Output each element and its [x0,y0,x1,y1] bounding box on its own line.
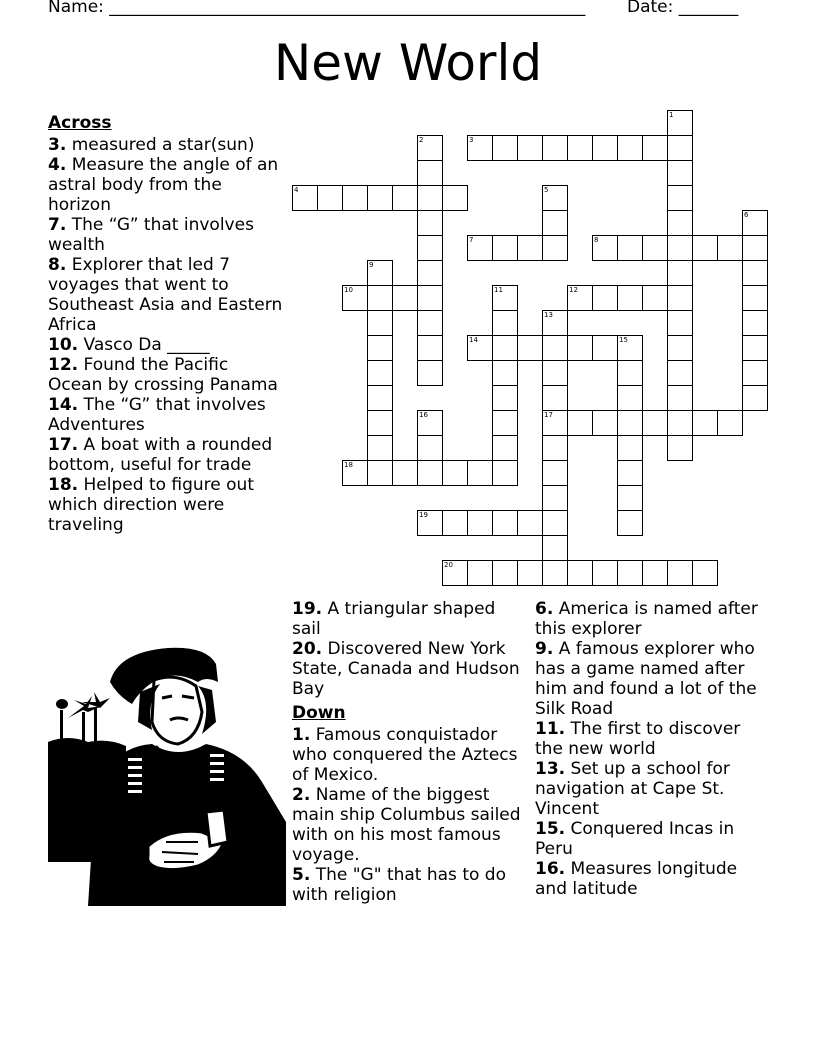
grid-cell[interactable] [492,460,518,486]
clue-number: 12. [48,355,79,375]
clue-item [48,135,286,155]
grid-cell[interactable] [692,410,718,436]
name-field[interactable]: Name: ________________________________________________________ [48,0,586,17]
clue-text: Measure the angle of an astral body from the horizon [48,155,279,215]
grid-cell[interactable] [367,360,393,386]
grid-cell[interactable] [667,335,693,361]
grid-cell[interactable] [742,235,768,261]
cell-number: 3 [469,136,474,144]
grid-cell[interactable] [667,160,693,186]
clue-number: 8. [48,255,67,275]
grid-cell[interactable] [542,135,568,161]
grid-cell[interactable] [367,385,393,411]
grid-cell[interactable] [492,335,518,361]
clue-text: A triangular shaped sail [292,599,496,639]
clue-item [48,435,286,475]
grid-cell[interactable] [542,410,568,436]
clue-text: The first to discover the new world [535,719,741,759]
grid-cell[interactable] [667,435,693,461]
grid-cell[interactable] [417,260,443,286]
cell-number: 15 [619,336,628,344]
grid-cell[interactable] [467,560,493,586]
grid-cell[interactable] [367,435,393,461]
grid-cell[interactable] [417,510,443,536]
clue-text: Name of the biggest main ship Columbus sailed with on his most famous voyage. [292,785,521,865]
cell-number: 6 [744,211,749,219]
grid-cell[interactable] [617,485,643,511]
grid-cell[interactable] [492,235,518,261]
clue-number: 20. [292,639,323,659]
clue-item [48,355,286,395]
grid-cell[interactable] [667,135,693,161]
clue-number: 13. [535,759,566,779]
clues-column-3 [535,599,770,899]
clue-text: A famous explorer who has a game named after him and found a lot of the Silk Road [535,639,757,719]
clue-item [535,859,770,899]
grid-cell[interactable] [417,210,443,236]
grid-cell[interactable] [667,260,693,286]
clue-number: 3. [48,135,67,155]
grid-cell[interactable] [367,260,393,286]
grid-cell[interactable] [292,185,318,211]
grid-cell[interactable] [667,110,693,136]
clue-item [292,599,528,639]
grid-cell[interactable] [617,385,643,411]
grid-cell[interactable] [667,360,693,386]
cell-number: 14 [469,336,478,344]
grid-cell[interactable] [392,285,418,311]
clue-number: 9. [535,639,554,659]
grid-cell[interactable] [467,135,493,161]
clue-number: 6. [535,599,554,619]
grid-cell[interactable] [417,310,443,336]
cell-number: 5 [544,186,549,194]
grid-cell[interactable] [667,285,693,311]
grid-cell[interactable] [492,560,518,586]
cell-number: 13 [544,311,553,319]
clue-item [292,725,528,785]
clue-text: Found the Pacific Ocean by crossing Panama [48,355,278,395]
grid-cell[interactable] [617,285,643,311]
across-clue-list [48,135,286,535]
clue-number: 17. [48,435,79,455]
grid-cell[interactable] [667,410,693,436]
clue-item [48,335,286,355]
grid-cell[interactable] [642,135,668,161]
cell-number: 19 [419,511,428,519]
grid-cell[interactable] [417,460,443,486]
grid-cell[interactable] [392,185,418,211]
grid-cell[interactable] [442,510,468,536]
grid-cell[interactable] [367,310,393,336]
grid-cell[interactable] [592,560,618,586]
grid-cell[interactable] [542,185,568,211]
grid-cell[interactable] [567,335,593,361]
grid-cell[interactable] [467,510,493,536]
grid-cell[interactable] [567,135,593,161]
clue-number: 16. [535,859,566,879]
grid-cell[interactable] [667,210,693,236]
grid-cell[interactable] [517,510,543,536]
grid-cell[interactable] [417,160,443,186]
grid-cell[interactable] [542,535,568,561]
grid-cell[interactable] [592,135,618,161]
grid-cell[interactable] [542,510,568,536]
clue-text: Discovered New York State, Canada and Hudson Bay [292,639,520,699]
grid-cell[interactable] [592,410,618,436]
clue-text: Conquered Incas in Peru [535,819,735,859]
grid-cell[interactable] [667,310,693,336]
cell-number: 18 [344,461,353,469]
clue-item [535,639,770,719]
clue-item [48,395,286,435]
clue-text: Explorer that led 7 voyages that went to Southeast Asia and Eastern Africa [48,255,283,335]
grid-cell[interactable] [542,385,568,411]
down-clue-list [292,725,528,905]
cell-number: 11 [494,286,503,294]
grid-cell[interactable] [392,460,418,486]
grid-cell[interactable] [517,235,543,261]
grid-cell[interactable] [317,185,343,211]
clue-item [292,865,528,905]
grid-cell[interactable] [542,435,568,461]
down-heading: Down [292,703,346,723]
grid-cell[interactable] [492,310,518,336]
grid-cell[interactable] [417,435,443,461]
grid-cell[interactable] [517,335,543,361]
clue-item [535,759,770,819]
grid-cell[interactable] [642,285,668,311]
grid-cell[interactable] [467,235,493,261]
clue-number: 10. [48,335,79,355]
grid-cell[interactable] [542,560,568,586]
cell-number: 16 [419,411,428,419]
grid-cell[interactable] [617,460,643,486]
grid-cell[interactable] [542,485,568,511]
grid-cell[interactable] [492,385,518,411]
clue-number: 2. [292,785,311,805]
grid-cell[interactable] [417,285,443,311]
clue-number: 1. [292,725,311,745]
cell-number: 12 [569,286,578,294]
grid-cell[interactable] [692,560,718,586]
clue-text: Vasco Da _____ [78,335,210,355]
cell-number: 4 [294,186,299,194]
clue-text: Helped to figure out which direction were traveling [48,475,255,535]
clue-text: measured a star(sun) [66,135,255,155]
cell-number: 17 [544,411,553,419]
across-heading: Across [48,113,112,133]
cell-number: 9 [369,261,374,269]
grid-cell[interactable] [542,310,568,336]
grid-cell[interactable] [667,185,693,211]
grid-cell[interactable] [742,210,768,236]
grid-cell[interactable] [342,460,368,486]
grid-cell[interactable] [342,285,368,311]
grid-cell[interactable] [617,235,643,261]
clue-number: 4. [48,155,67,175]
grid-cell[interactable] [592,335,618,361]
grid-cell[interactable] [542,460,568,486]
grid-cell[interactable] [442,185,468,211]
clue-item [535,819,770,859]
cell-number: 2 [419,136,424,144]
grid-cell[interactable] [342,185,368,211]
grid-cell[interactable] [692,235,718,261]
grid-cell[interactable] [367,410,393,436]
page-title: New World [273,34,543,92]
grid-cell[interactable] [742,310,768,336]
grid-cell[interactable] [492,135,518,161]
grid-cell[interactable] [492,510,518,536]
clue-text: The “G” that involves Adventures [48,395,266,435]
explorer-portrait-illustration [48,642,286,906]
grid-cell[interactable] [417,135,443,161]
clue-number: 18. [48,475,79,495]
grid-cell[interactable] [642,410,668,436]
cell-number: 7 [469,236,474,244]
grid-cell[interactable] [617,560,643,586]
clue-number: 5. [292,865,311,885]
grid-cell[interactable] [417,360,443,386]
grid-cell[interactable] [542,210,568,236]
grid-cell[interactable] [667,235,693,261]
grid-cell[interactable] [442,460,468,486]
grid-cell[interactable] [492,435,518,461]
grid-cell[interactable] [467,335,493,361]
grid-cell[interactable] [417,185,443,211]
clue-text: Measures longitude and latitude [535,859,738,899]
grid-cell[interactable] [567,285,593,311]
grid-cell[interactable] [442,560,468,586]
clue-number: 11. [535,719,566,739]
clue-text: A boat with a rounded bottom, useful for trade [48,435,273,475]
grid-cell[interactable] [367,460,393,486]
grid-cell[interactable] [667,385,693,411]
clue-item [535,719,770,759]
grid-cell[interactable] [417,410,443,436]
grid-cell[interactable] [517,135,543,161]
grid-cell[interactable] [617,335,643,361]
clue-number: 15. [535,819,566,839]
grid-cell[interactable] [542,335,568,361]
clue-item [292,785,528,865]
clues-column-2 [292,599,528,905]
clue-text: The “G” that involves wealth [48,215,254,255]
clue-text: Set up a school for navigation at Cape St. Vincent [535,759,730,819]
grid-cell[interactable] [717,235,743,261]
clue-text: Famous conquistador who conquered the Aztecs of Mexico. [292,725,518,785]
date-field[interactable]: Date: _______ [627,0,739,17]
clue-item [48,255,286,335]
across-clue-list-continued [292,599,528,699]
grid-cell[interactable] [617,435,643,461]
grid-cell[interactable] [617,410,643,436]
grid-cell[interactable] [542,360,568,386]
cell-number: 1 [669,111,674,119]
grid-cell[interactable] [742,360,768,386]
grid-cell[interactable] [367,335,393,361]
clue-number: 19. [292,599,323,619]
grid-cell[interactable] [542,235,568,261]
grid-cell[interactable] [642,560,668,586]
grid-cell[interactable] [617,135,643,161]
clue-number: 14. [48,395,79,415]
grid-cell[interactable] [717,410,743,436]
clue-item [292,639,528,699]
cell-number: 10 [344,286,353,294]
grid-cell[interactable] [567,410,593,436]
clue-item [48,155,286,215]
grid-cell[interactable] [367,185,393,211]
grid-cell[interactable] [467,460,493,486]
grid-cell[interactable] [567,560,593,586]
grid-cell[interactable] [517,560,543,586]
grid-cell[interactable] [592,285,618,311]
cell-number: 20 [444,561,453,569]
grid-cell[interactable] [592,235,618,261]
cell-number: 8 [594,236,599,244]
grid-cell[interactable] [667,560,693,586]
grid-cell[interactable] [617,360,643,386]
clue-text: The "G" that has to do with religion [292,865,506,905]
grid-cell[interactable] [367,285,393,311]
grid-cell[interactable] [742,260,768,286]
clue-text: America is named after this explorer [535,599,758,639]
grid-cell[interactable] [417,335,443,361]
grid-cell[interactable] [492,285,518,311]
grid-cell[interactable] [742,335,768,361]
down-clue-list-continued [535,599,770,899]
across-clues-column-1 [48,113,286,535]
clue-item [48,215,286,255]
clue-number: 7. [48,215,67,235]
grid-cell[interactable] [417,235,443,261]
grid-cell[interactable] [617,510,643,536]
clue-item [535,599,770,639]
grid-cell[interactable] [642,235,668,261]
grid-cell[interactable] [492,360,518,386]
grid-cell[interactable] [742,285,768,311]
grid-cell[interactable] [742,385,768,411]
clue-item [48,475,286,535]
grid-cell[interactable] [492,410,518,436]
